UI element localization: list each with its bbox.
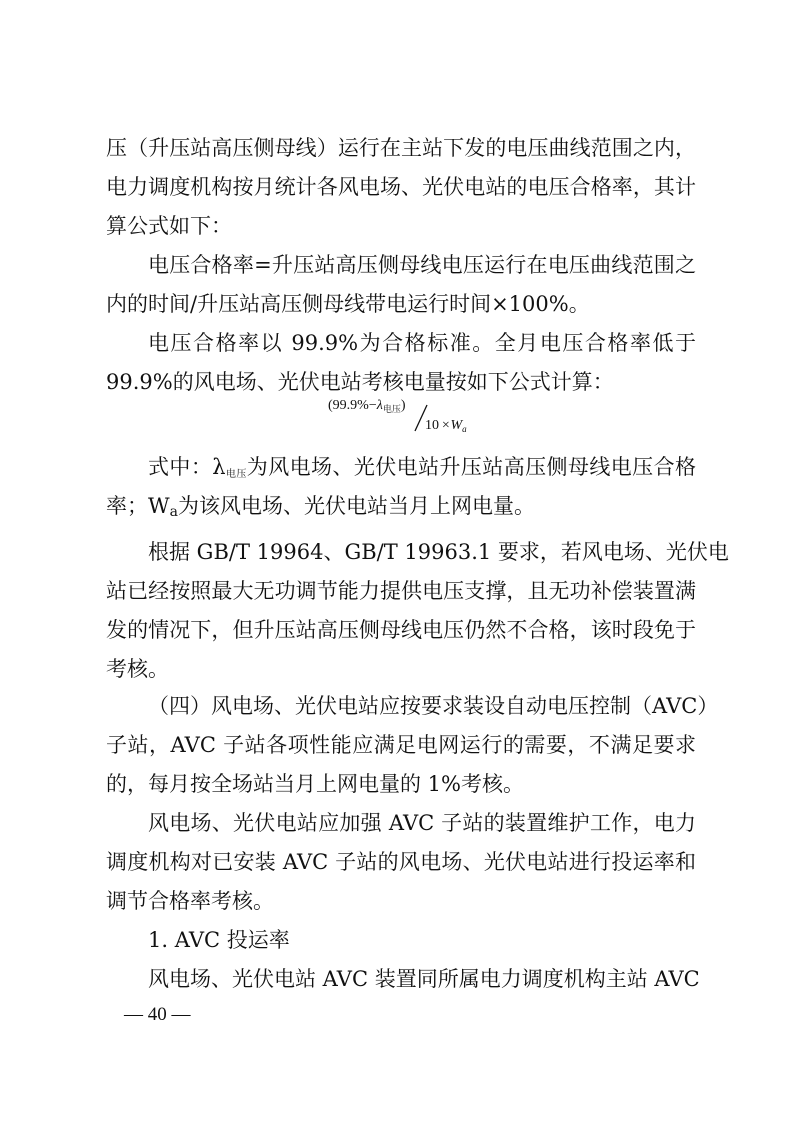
paragraph-line: 调度机构对已安装 AVC 子站的风电场、光伏电站进行投运率和 <box>106 850 696 874</box>
line-text: 式中：λ <box>148 455 226 479</box>
paragraph-line: 电压合格率=升压站高压侧母线电压运行在电压曲线范围之 <box>148 253 696 277</box>
paragraph-line: 子站，AVC 子站各项性能应满足电网运行的需要，不满足要求 <box>106 733 696 757</box>
line-text: 为该风电场、光伏电站当月上网电量。 <box>177 494 535 518</box>
assessment-formula <box>328 396 488 440</box>
paragraph-line: 的，每月按全场站当月上网电量的 1%考核。 <box>106 772 524 796</box>
paragraph-line: 电压合格率以 99.9%为合格标准。全月电压合格率低于 <box>148 331 696 355</box>
paragraph-line: 发的情况下，但升压站高压侧母线电压仍然不合格，该时段免于 <box>106 618 696 642</box>
paragraph-line: 内的时间/升压站高压侧母线带电运行时间×100%。 <box>106 292 590 316</box>
paragraph-line: 根据 GB/T 19964、GB/T 19963.1 要求，若风电场、光伏电 <box>148 540 729 564</box>
paragraph-line: 风电场、光伏电站 AVC 装置同所属电力调度机构主站 AVC <box>148 967 700 991</box>
paragraph-line: （四）风电场、光伏电站应按要求装设自动电压控制（AVC） <box>148 694 719 718</box>
formula-w-subscript: a <box>462 424 467 434</box>
paragraph-line <box>106 491 696 521</box>
paragraph-line: 99.9%的风电场、光伏电站考核电量按如下公式计算： <box>106 370 614 394</box>
paragraph-line: 风电场、光伏电站应加强 AVC 子站的装置维护工作，电力 <box>148 811 696 835</box>
w-subscript: a <box>169 504 178 520</box>
line-text: 率；W <box>106 494 170 518</box>
section-heading: 1. AVC 投运率 <box>148 928 290 952</box>
paragraph-line: 电力调度机构按月统计各风电场、光伏电站的电压合格率，其计 <box>106 175 696 199</box>
paragraph-line: 调节合格率考核。 <box>106 889 274 913</box>
paragraph-line: 考核。 <box>106 657 169 681</box>
line-text: 为风电场、光伏电站升压站高压侧母线电压合格 <box>246 455 697 479</box>
formula-numerator-text: (99.9%− <box>328 398 377 413</box>
formula-lambda-subscript: 电压 <box>382 404 401 414</box>
formula-times-w: ×W <box>441 418 463 433</box>
formula-denominator <box>425 418 467 434</box>
formula-lambda: λ <box>376 398 383 413</box>
lambda-subscript: 电压 <box>225 469 247 480</box>
paragraph-line: 算公式如下： <box>106 214 232 238</box>
paragraph-line: 压（升压站高压侧母线）运行在主站下发的电压曲线范围之内， <box>106 136 696 160</box>
paragraph-line: 站已经按照最大无功调节能力提供电压支撑，且无功补偿装置满 <box>106 579 696 603</box>
formula-numerator <box>328 398 406 415</box>
paragraph-line <box>148 452 696 482</box>
formula-numerator-close: ) <box>400 398 406 413</box>
page-number: — 40 — <box>124 1004 191 1025</box>
formula-denominator-text: 10 <box>425 418 439 433</box>
